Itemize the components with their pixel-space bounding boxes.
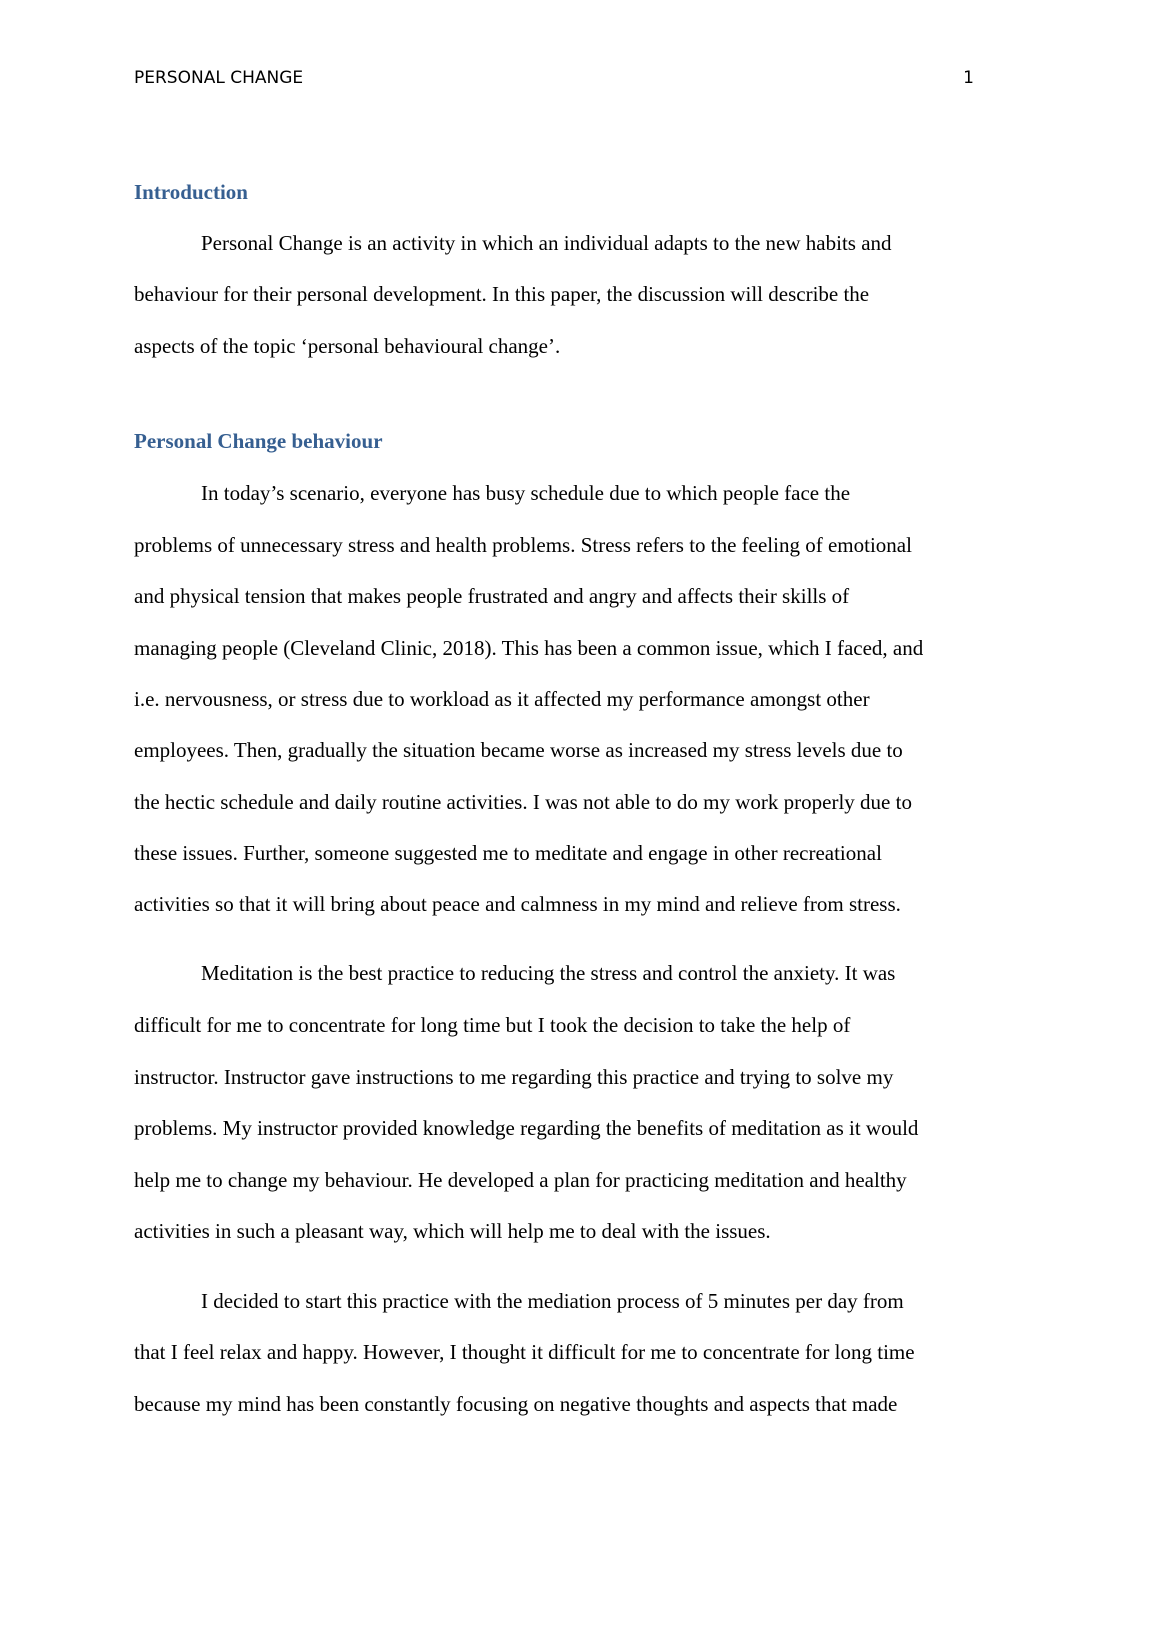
paragraph-line: activities so that it will bring about peace and calmness in my mind and relieve from stress. (134, 892, 901, 916)
page-number: 1 (963, 68, 974, 88)
paragraph-line: these issues. Further, someone suggested me to meditate and engage in other recreational (134, 841, 882, 865)
paragraph-line: Personal Change is an activity in which an individual adapts to the new habits and (201, 231, 892, 255)
paragraph-line: employees. Then, gradually the situation became worse as increased my stress levels due to (134, 738, 903, 762)
paragraph-line: problems of unnecessary stress and health problems. Stress refers to the feeling of emotional (134, 533, 912, 557)
paragraph-line: problems. My instructor provided knowledge regarding the benefits of meditation as it would (134, 1116, 919, 1140)
paragraph-line: difficult for me to concentrate for long time but I took the decision to take the help of (134, 1013, 851, 1037)
section-heading: Introduction (134, 180, 248, 204)
paragraph-line: behaviour for their personal development. In this paper, the discussion will describe the (134, 282, 870, 306)
paragraph-line: Meditation is the best practice to reducing the stress and control the anxiety. It was (201, 961, 896, 985)
paragraph-line: because my mind has been constantly focusing on negative thoughts and aspects that made (134, 1392, 898, 1416)
paragraph-line: the hectic schedule and daily routine activities. I was not able to do my work properly due to (134, 790, 912, 814)
section-heading: Personal Change behaviour (134, 429, 383, 453)
paragraph-line: I decided to start this practice with the mediation process of 5 minutes per day from (201, 1289, 904, 1313)
paragraph-line: i.e. nervousness, or stress due to workload as it affected my performance amongst other (134, 687, 870, 711)
paragraph-line: aspects of the topic ‘personal behavioural change’. (134, 334, 561, 358)
paragraph-line: In today’s scenario, everyone has busy schedule due to which people face the (201, 481, 851, 505)
paragraph-line: and physical tension that makes people frustrated and angry and affects their skills of (134, 584, 850, 608)
paragraph-line: instructor. Instructor gave instructions to me regarding this practice and trying to solve my (134, 1065, 894, 1089)
paragraph-line: managing people (Cleveland Clinic, 2018). This has been a common issue, which I faced, and (134, 636, 924, 660)
running-head: PERSONAL CHANGE (134, 68, 304, 88)
paragraph-line: activities in such a pleasant way, which will help me to deal with the issues. (134, 1219, 771, 1243)
paragraph-line: help me to change my behaviour. He developed a plan for practicing meditation and healthy (134, 1168, 907, 1192)
paragraph-line: that I feel relax and happy. However, I thought it difficult for me to concentrate for long time (134, 1340, 915, 1364)
